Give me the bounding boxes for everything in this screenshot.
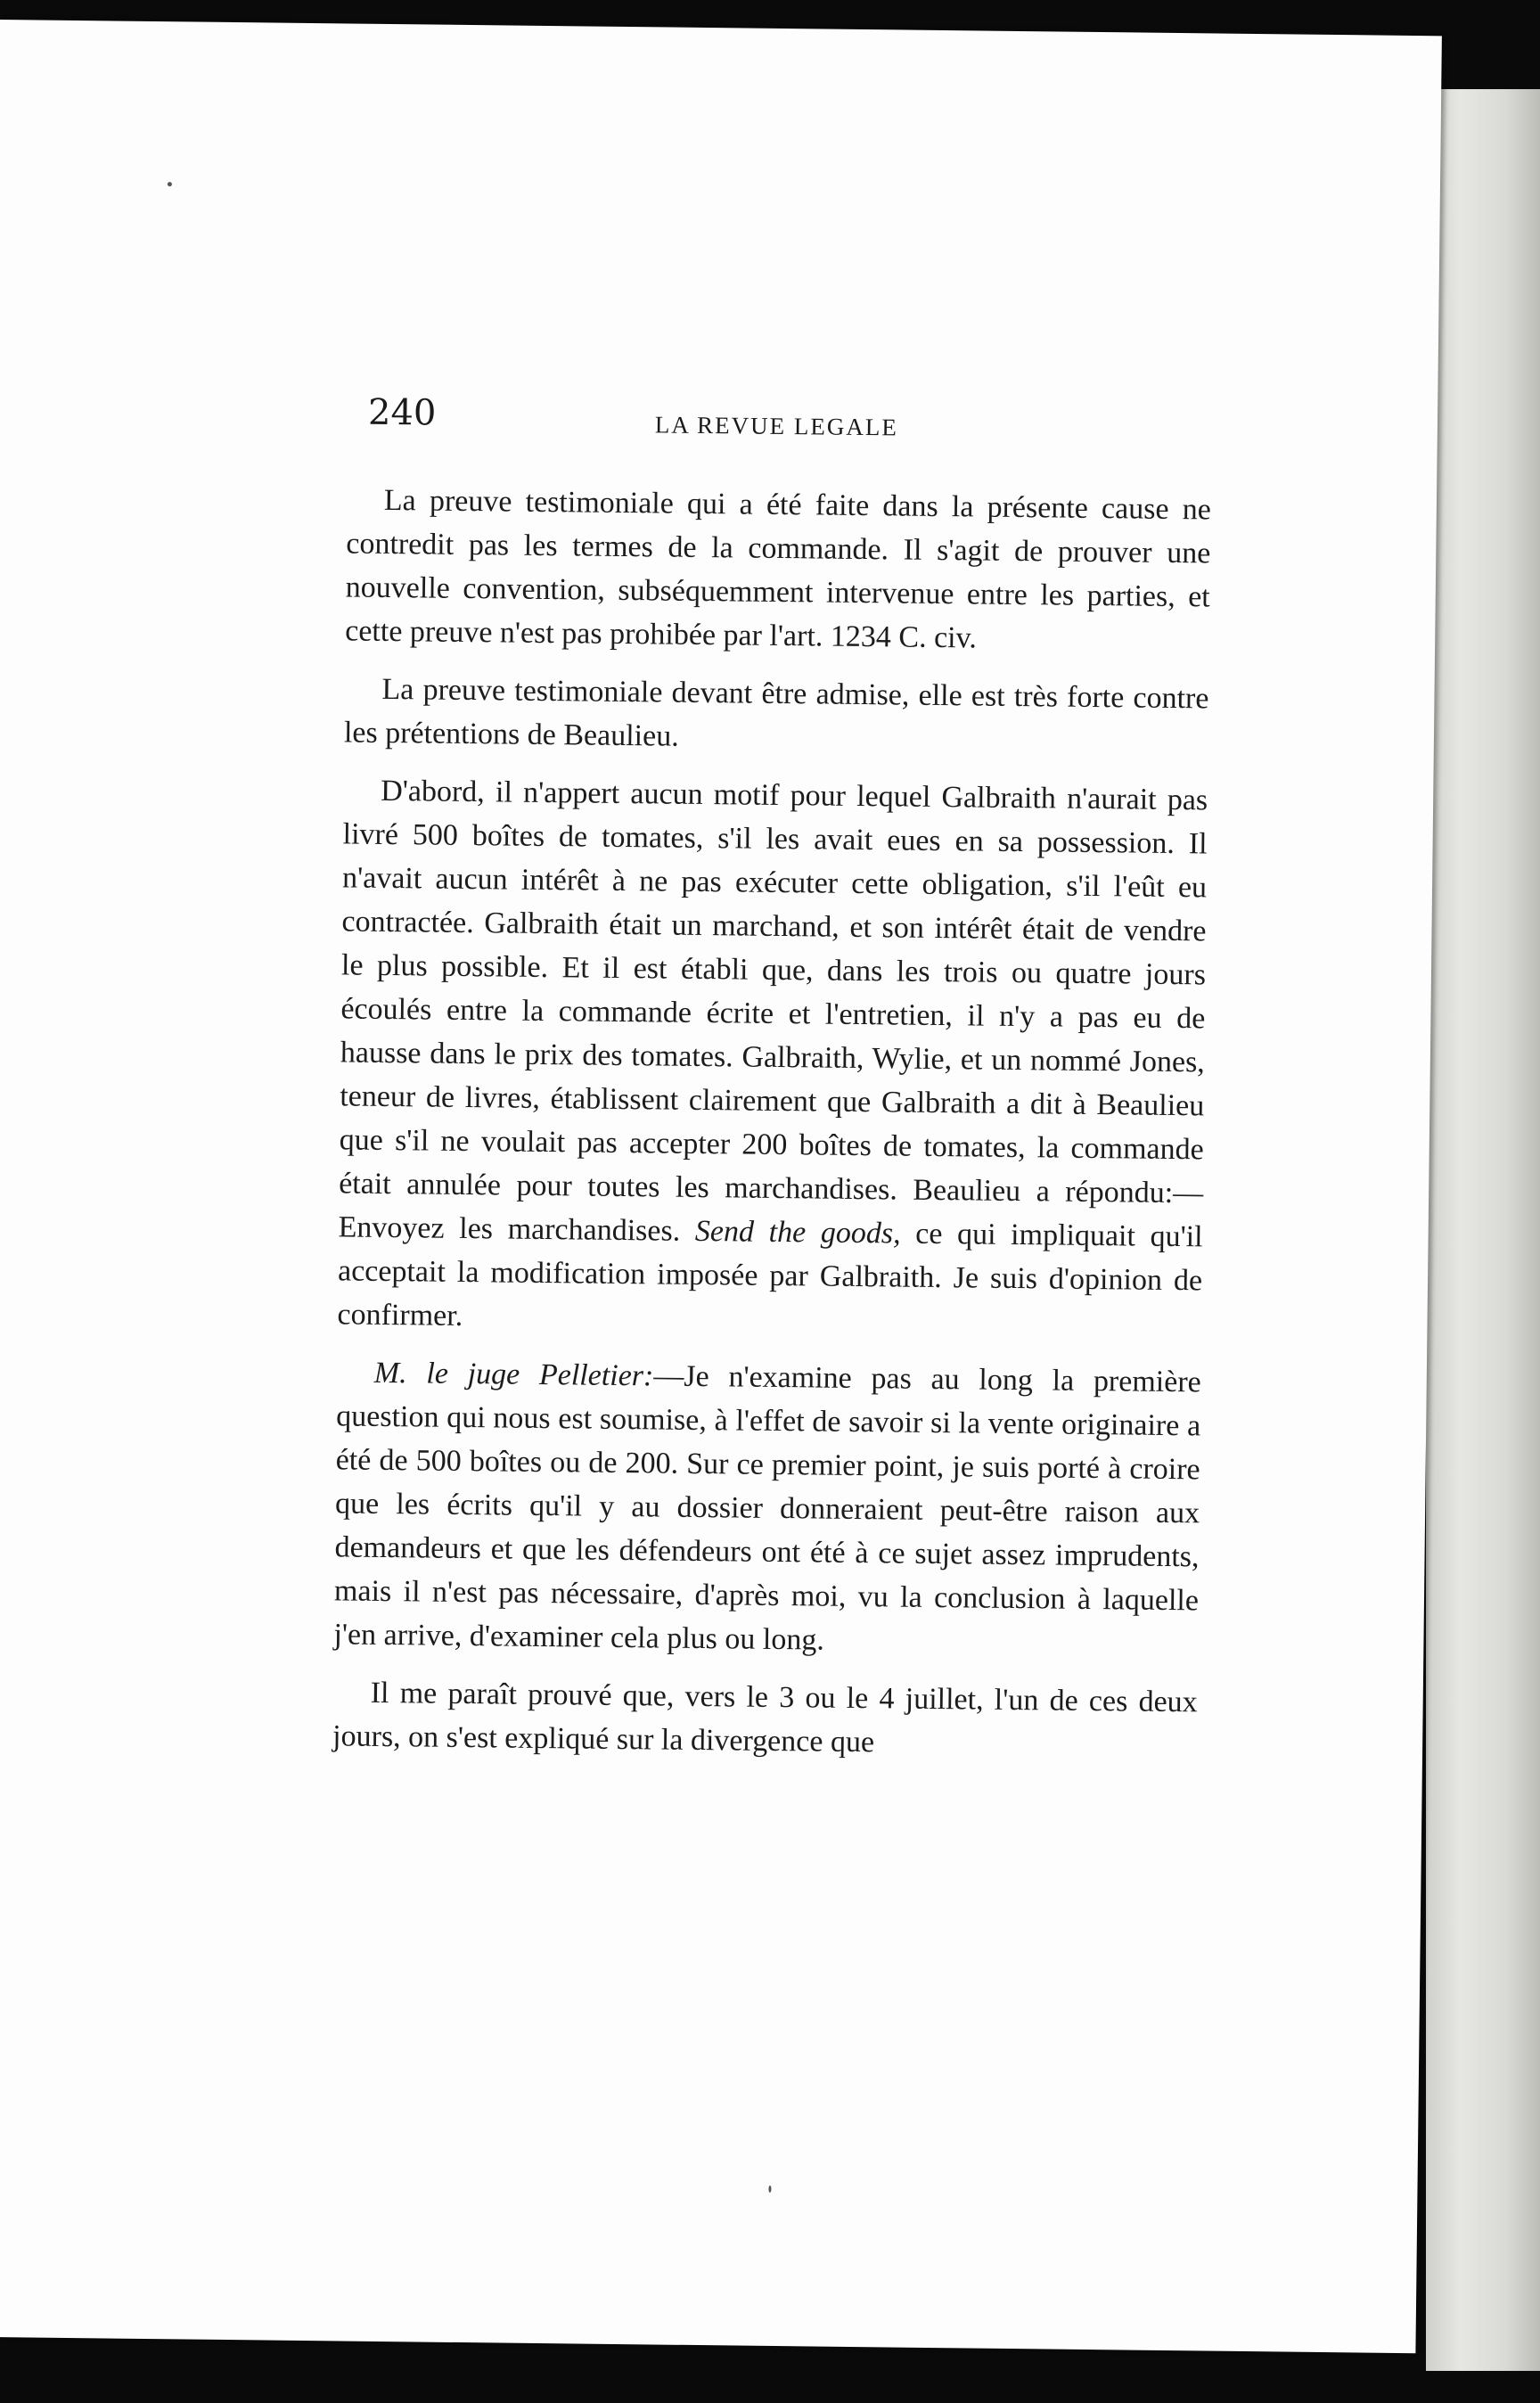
page-header xyxy=(352,376,1226,457)
paragraph-3 xyxy=(337,768,1208,1346)
page-number: 240 xyxy=(367,391,437,434)
paragraph-4-text: —Je n'examine pas au long la première question qui nous est soumise, à l'effet de savoir si la vente originaire a été de 500 boîtes ou de 200. Sur ce premier point, je suis porté à croire que les écrits qu'il y au dossier donneraient peut-être raison aux demandeurs et que les défendeurs ont été à ce sujet assez imprudents, mais il n'est pas nécessaire, d'après moi, vu la conclusion à laquelle j'en arrive, d'examiner cela plus ou long. xyxy=(333,1359,1201,1657)
running-title: LA REVUE LEGALE xyxy=(654,411,899,441)
paragraph-3-italic: Send the goods, xyxy=(694,1214,901,1251)
adjacent-page-edge xyxy=(1426,89,1540,2371)
paragraph-2: La preuve testimoniale devant être admise, elle est très forte contre les prétentions de Beaulieu. xyxy=(343,672,1209,753)
paragraph-3-tail: ce qui impliquait qu'il acceptait la modification imposée par Galbraith. Je suis d'opinion de confirmer. xyxy=(337,1217,1203,1333)
paragraph-1: La preuve testimoniale qui a été faite dans la présente cause ne contredit pas les termes de la commande. Il s'agit de prouver une nouvelle convention, subséquemment intervenue entre les parties, et cette preuve n'est pas prohibée par l'art. 1234 C. civ. xyxy=(345,483,1212,655)
book-page xyxy=(0,20,1442,2353)
dust-speck xyxy=(168,182,172,186)
paragraph-3-text: D'abord, il n'appert aucun motif pour lequel Galbraith n'aurait pas livré 500 boîtes de tomates, s'il les avait eues en sa possession. Il n'avait aucun intérêt à ne pas exécuter cette obligation, s'il l'eût eu contractée. Galbraith était un marchand, et son intérêt était de vendre le plus possible. Et il est établi que, dans les trois ou quatre jours écoulés entre la commande écrite et l'entretien, il n'y a pas eu de hausse dans le prix des tomates. Galbraith, Wylie, et un nommé Jones, teneur de livres, établissent clairement que Galbraith a dit à Beaulieu que s'il ne voulait pas accepter 200 boîtes de tomates, la commande était annulée pour toutes les marchandises. Beaulieu a répondu:— Envoyez les marchandises. xyxy=(338,774,1208,1248)
judge-name: M. le juge Pelletier: xyxy=(373,1356,654,1393)
paragraph-5: Il me paraît prouvé que, vers le 3 ou le 4 juillet, l'un de ces deux jours, on s'est expliqué sur la divergence que xyxy=(332,1676,1198,1759)
body-text xyxy=(332,478,1211,1782)
paragraph-4 xyxy=(333,1350,1201,1666)
dust-speck xyxy=(768,2186,771,2193)
